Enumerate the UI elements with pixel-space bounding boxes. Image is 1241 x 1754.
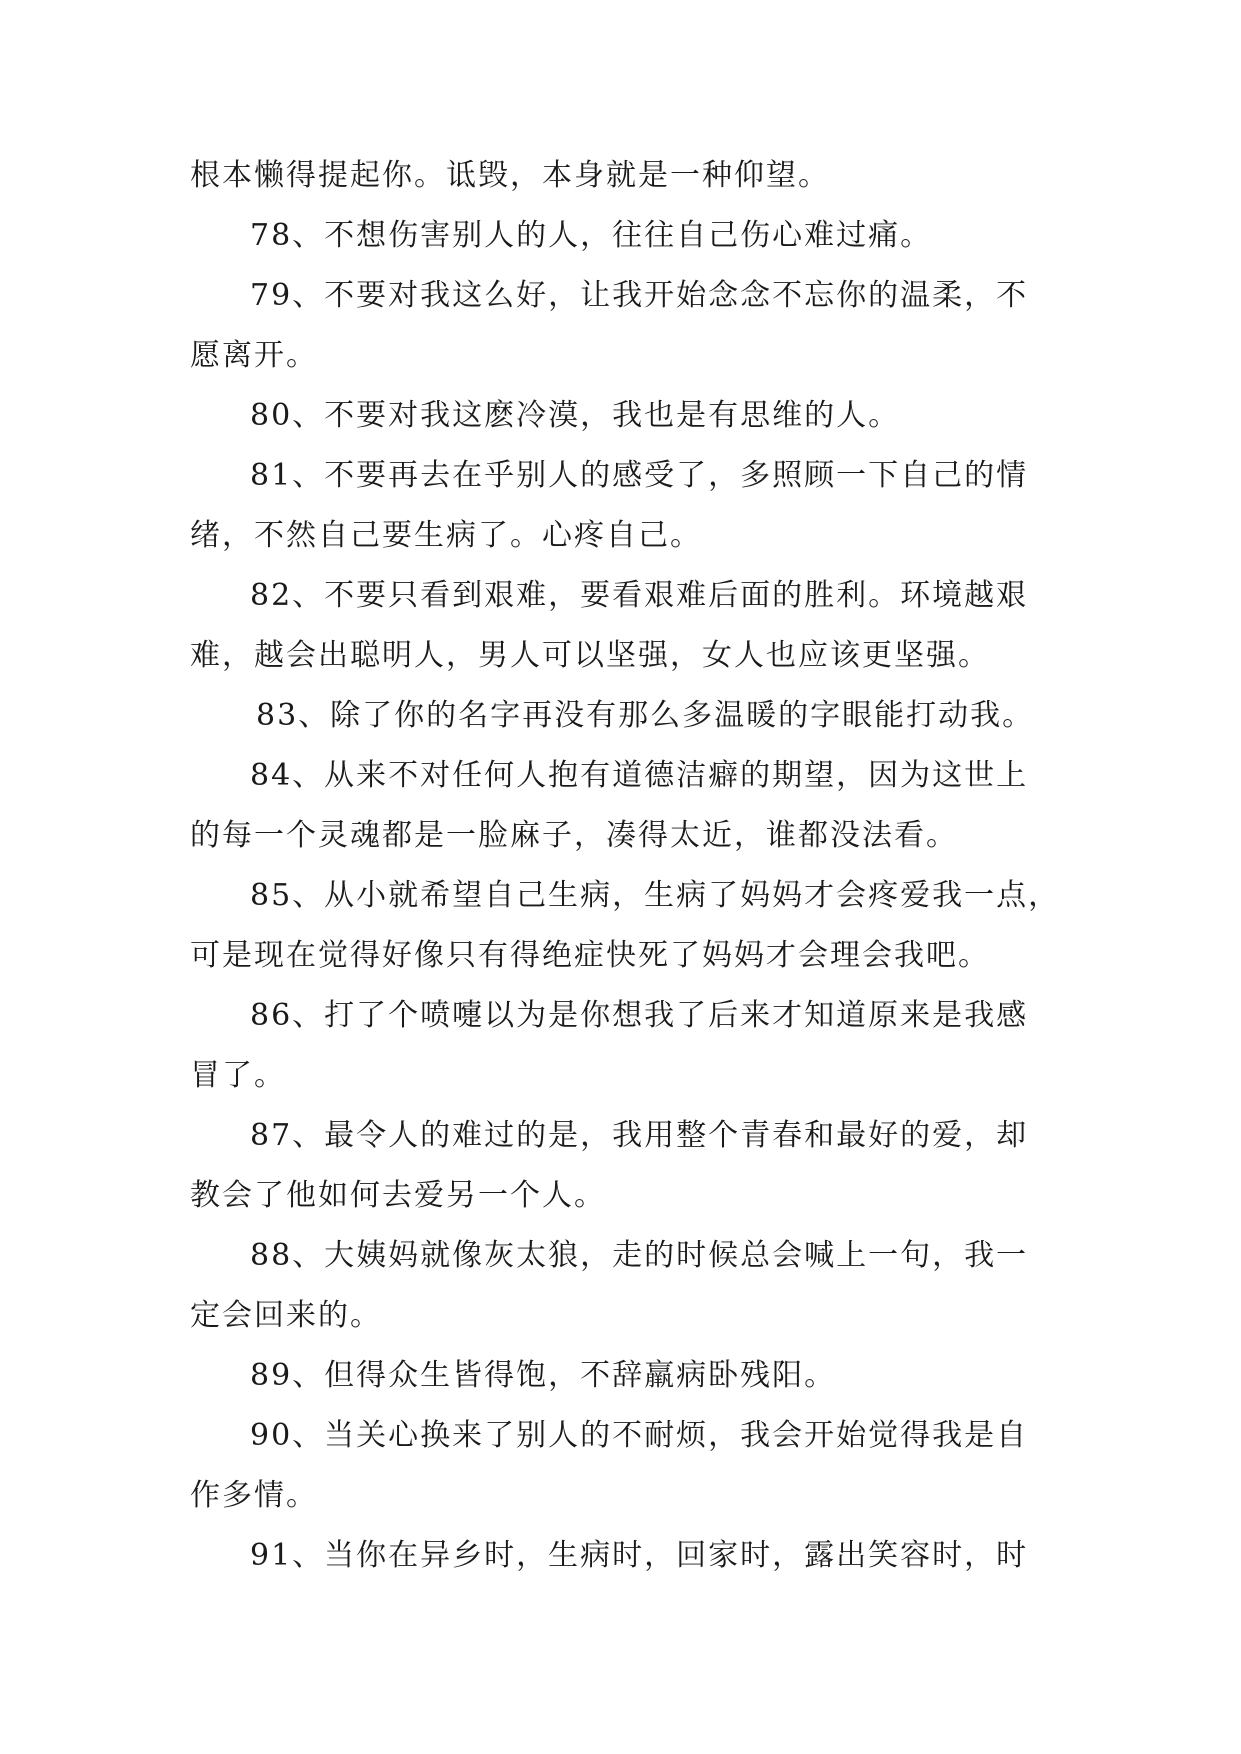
text-line: 82、不要只看到艰难，要看艰难后面的胜利。环境越艰 xyxy=(250,578,1029,613)
text-line: 作多情。 xyxy=(190,1478,318,1513)
text-line: 87、最令人的难过的是，我用整个青春和最好的爱，却 xyxy=(250,1118,1029,1153)
text-line: 教会了他如何去爱另一个人。 xyxy=(190,1178,606,1213)
text-line: 的每一个灵魂都是一脸麻子，凑得太近，谁都没法看。 xyxy=(190,818,958,853)
document-body xyxy=(190,157,1060,1575)
text-line: 88、大姨妈就像灰太狼，走的时候总会喊上一句，我一 xyxy=(250,1238,1029,1273)
text-line: 难，越会出聪明人，男人可以坚强，女人也应该更坚强。 xyxy=(190,638,990,673)
text-line: 83、除了你的名字再没有那么多温暖的字眼能打动我。 xyxy=(256,698,1035,733)
text-line: 78、不想伤害别人的人，往往自己伤心难过痛。 xyxy=(250,218,933,253)
text-line: 冒了。 xyxy=(190,1058,286,1093)
text-line: 81、不要再去在乎别人的感受了，多照顾一下自己的情 xyxy=(250,458,1029,493)
text-line: 根本懒得提起你。诋毁，本身就是一种仰望。 xyxy=(190,158,830,193)
text-line: 85、从小就希望自己生病，生病了妈妈才会疼爱我一点， xyxy=(250,878,1061,913)
text-line: 86、打了个喷嚏以为是你想我了后来才知道原来是我感 xyxy=(250,998,1029,1033)
text-line: 84、从来不对任何人抱有道德洁癖的期望，因为这世上 xyxy=(250,758,1029,793)
text-line: 90、当关心换来了别人的不耐烦，我会开始觉得我是自 xyxy=(250,1418,1029,1453)
text-line: 愿离开。 xyxy=(190,338,318,373)
text-line: 91、当你在异乡时，生病时，回家时，露出笑容时，时 xyxy=(250,1538,1029,1573)
text-line: 89、但得众生皆得饱，不辞羸病卧残阳。 xyxy=(250,1358,837,1393)
text-line: 79、不要对我这么好，让我开始念念不忘你的温柔，不 xyxy=(250,278,1029,313)
text-line: 可是现在觉得好像只有得绝症快死了妈妈才会理会我吧。 xyxy=(190,938,990,973)
text-line: 80、不要对我这麽冷漠，我也是有思维的人。 xyxy=(250,398,901,433)
text-line: 绪，不然自己要生病了。心疼自己。 xyxy=(190,518,702,553)
text-line: 定会回来的。 xyxy=(190,1298,382,1333)
